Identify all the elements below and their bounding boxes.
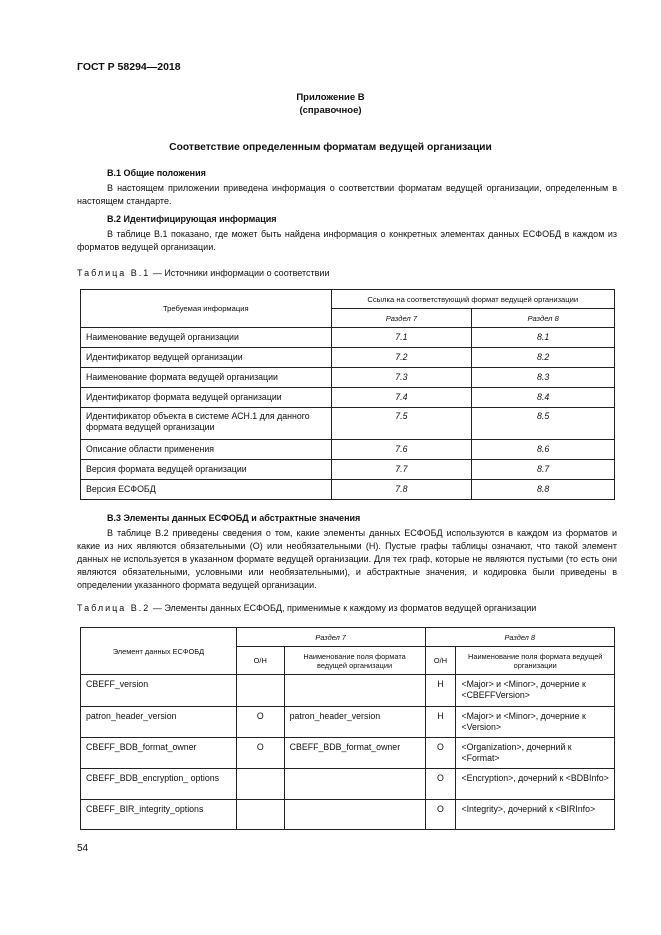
- table-b2-cell-field8: <Major> и <Minor>, дочерние к <Version>: [456, 707, 615, 738]
- table-b1: [80, 289, 615, 500]
- table-b2-cell-field8: <Integrity>, дочерний к <BIRInfo>: [456, 800, 615, 830]
- table-b2-caption: [77, 603, 536, 613]
- table-b2-cell-field7: [284, 800, 425, 830]
- table-b1-cell-info: Идентификатор объекта в системе АСН.1 для данного формата ведущей организации: [81, 408, 332, 440]
- table-b1-cell-r7: 7.5: [331, 408, 472, 440]
- table-row: [81, 460, 615, 480]
- table-b1-cell-r8: 8.7: [472, 460, 615, 480]
- table-b1-cell-r8: 8.2: [472, 348, 615, 368]
- table-b2-cell-oh8: Н: [425, 675, 456, 707]
- page-number: 54: [77, 843, 89, 854]
- table-b2-cell-oh8: О: [425, 738, 456, 769]
- table-b1-cell-r7: 7.7: [331, 460, 472, 480]
- table-b1-cell-r7: 7.3: [331, 368, 472, 388]
- table-row: [81, 388, 615, 408]
- table-b2-head-sec7: Раздел 7: [236, 628, 425, 647]
- table-b2-cell-oh7: О: [236, 707, 284, 738]
- table-b2-cell-field7: patron_header_version: [284, 707, 425, 738]
- table-b2-cell-field7: [284, 769, 425, 800]
- main-title: Соответствие определенным форматам ведущей организации: [169, 142, 492, 153]
- table-row: [81, 480, 615, 500]
- table-b2-caption-label: Таблица В.2: [77, 603, 151, 613]
- document-header: ГОСТ Р 58294—2018: [77, 61, 181, 73]
- table-b2-cell-oh8: О: [425, 800, 456, 830]
- table-b1-cell-info: Идентификатор формата ведущей организации: [81, 388, 332, 408]
- table-b2-head-oh7: О/Н: [236, 647, 284, 675]
- table-row: [81, 707, 615, 738]
- table-b1-cell-r7: 7.6: [331, 440, 472, 460]
- table-b2-cell-field7: [284, 675, 425, 707]
- table-b1-caption-label: Таблица В.1: [77, 268, 151, 278]
- table-b1-cell-r8: 8.6: [472, 440, 615, 460]
- table-b1-cell-r7: 7.2: [331, 348, 472, 368]
- table-b1-cell-r7: 7.1: [331, 328, 472, 348]
- table-b1-cell-info: Наименование формата ведущей организации: [81, 368, 332, 388]
- table-b2-cell-field8: <Organization>, дочерний к <Format>: [456, 738, 615, 769]
- table-b1-cell-r8: 8.8: [472, 480, 615, 500]
- table-b1-cell-info: Версия ЕСФОБД: [81, 480, 332, 500]
- table-b2-cell-element: CBEFF_BIR_integrity_options: [81, 800, 237, 830]
- appendix-title: Приложение В: [296, 92, 365, 103]
- table-b2-head-sec8: Раздел 8: [425, 628, 614, 647]
- section-b1-heading: В.1 Общие положения: [107, 168, 206, 178]
- table-b1-cell-r7: 7.8: [331, 480, 472, 500]
- table-b2-cell-element: CBEFF_BDB_encryption_ options: [81, 769, 237, 800]
- table-b2-cell-oh8: О: [425, 769, 456, 800]
- table-b1-cell-r8: 8.1: [472, 328, 615, 348]
- table-b1-cell-info: Описание области применения: [81, 440, 332, 460]
- table-row: [81, 440, 615, 460]
- table-row: [81, 348, 615, 368]
- table-b1-cell-r8: 8.3: [472, 368, 615, 388]
- table-b1-caption: [77, 268, 330, 278]
- table-b2-head-field7: Наименование поля формата ведущей организации: [284, 647, 425, 675]
- section-b2-heading: В.2 Идентифицирующая информация: [107, 214, 277, 224]
- table-b2-caption-text: — Элементы данных ЕСФОБД, применимые к каждому из форматов ведущей организации: [150, 603, 537, 613]
- section-b3-heading: В.3 Элементы данных ЕСФОБД и абстрактные значения: [107, 513, 361, 523]
- table-b1-cell-info: Версия формата ведущей организации: [81, 460, 332, 480]
- table-b2-head-field8: Наименование поля формата ведущей организации: [456, 647, 615, 675]
- table-row: [81, 769, 615, 800]
- table-b1-caption-text: — Источники информации о соответствии: [150, 268, 330, 278]
- table-b2-cell-element: patron_header_version: [81, 707, 237, 738]
- table-b2-cell-field8: <Encryption>, дочерний к <BDBInfo>: [456, 769, 615, 800]
- table-b1-cell-r7: 7.4: [331, 388, 472, 408]
- table-b1-head-required: Требуемая информация: [81, 290, 332, 328]
- table-b2-cell-oh7: О: [236, 738, 284, 769]
- table-b2: [80, 627, 615, 830]
- table-row: [81, 800, 615, 830]
- table-b2-cell-oh7: [236, 800, 284, 830]
- table-b2-cell-oh7: [236, 769, 284, 800]
- table-b2-head-element: Элемент данных ЕСФОБД: [81, 628, 237, 675]
- table-b1-cell-r8: 8.4: [472, 388, 615, 408]
- table-b1-cell-info: Наименование ведущей организации: [81, 328, 332, 348]
- table-b1-head-ref: Ссылка на соответствующий формат ведущей организации: [331, 290, 614, 309]
- table-b1-cell-info: Идентификатор ведущей организации: [81, 348, 332, 368]
- table-b1-head-sec8: Раздел 8: [472, 309, 615, 328]
- table-row: [81, 408, 615, 440]
- table-row: [81, 738, 615, 769]
- table-b2-head-oh8: О/Н: [425, 647, 456, 675]
- table-b2-cell-field7: CBEFF_BDB_format_owner: [284, 738, 425, 769]
- table-row: [81, 328, 615, 348]
- table-row: [81, 368, 615, 388]
- table-b2-cell-element: CBEFF_version: [81, 675, 237, 707]
- section-b2-text: В таблице В.1 показано, где может быть найдена информация о конкретных элементах данных ЕСФОБД в каждом из форматов ведущей организации.: [77, 229, 617, 252]
- section-b1-text: В настоящем приложении приведена информация о соответствии форматам ведущей организации, определенным в настоящем стандарте.: [77, 183, 617, 206]
- table-row: [81, 675, 615, 707]
- table-b2-cell-field8: <Major> и <Minor>, дочерние к <CBEFFVersion>: [456, 675, 615, 707]
- table-b2-cell-element: CBEFF_BDB_format_owner: [81, 738, 237, 769]
- section-b3-text: В таблице В.2 приведены сведения о том, какие элементы данных ЕСФОБД используются в каждом из форматов и какие из них являются обязательными (О) или необязательными (Н). Пустые графы таблицы означают, что такой элемент данных не используется в указанном формате ведущей организации. Для тех граф, которые не являются пустыми (то есть они являются обязательными, условными или необязательными), и абстрактные значения, и кодировка были приведены в определении указанного формата ведущей организации.: [77, 528, 617, 590]
- table-b2-cell-oh8: Н: [425, 707, 456, 738]
- table-b1-head-sec7: Раздел 7: [331, 309, 472, 328]
- table-b1-cell-r8: 8.5: [472, 408, 615, 440]
- table-b2-cell-oh7: [236, 675, 284, 707]
- appendix-subtitle: (справочное): [299, 105, 362, 116]
